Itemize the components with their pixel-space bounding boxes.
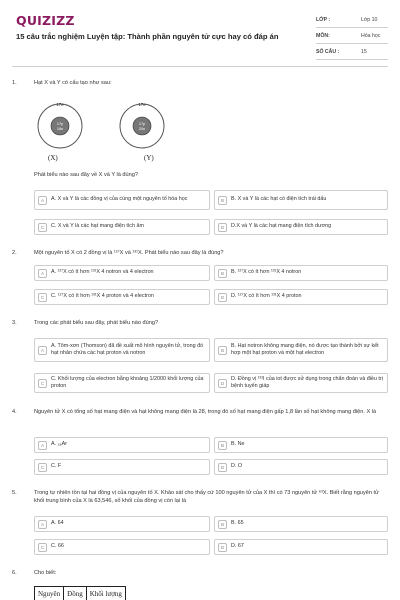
option-text: A. Tôm-xơn (Thomson) đã đề xuất mô hình nguyên tử, trong đó hạt nhân chứa các hạt proton và notron: [51, 342, 204, 356]
question-number: 3.: [12, 320, 17, 326]
atom-y-neutron-label: 20n: [138, 127, 146, 131]
meta-row-subject: [316, 28, 388, 44]
atom-y-proton-label: 17p: [138, 122, 146, 126]
option-letter: C: [38, 379, 47, 388]
option-letter: C: [38, 223, 47, 232]
atom-x-caption: (X): [48, 154, 58, 162]
option-text: B. ¹²⁷X có ít hơn ¹³¹X 4 notron: [231, 269, 302, 276]
option-letter: B: [218, 441, 227, 450]
answer-option[interactable]: [214, 289, 388, 305]
meta-value: Lớp 10: [361, 16, 378, 23]
atom-y-nucleus: [133, 117, 151, 135]
data-table: [34, 586, 126, 600]
meta-key: LỚP :: [316, 16, 331, 23]
question-text: Hạt X và Y có cấu tạo như sau:: [34, 80, 112, 86]
option-text: A. X và Y là các đồng vị của cùng một nguyên tố hóa học: [51, 196, 188, 203]
meta-row-count: [316, 44, 388, 60]
option-letter: A: [38, 520, 47, 529]
option-text: A. ¹²⁷X có ít hơn ¹³¹X 4 notron và 4 electron: [51, 269, 154, 276]
answer-option[interactable]: [34, 437, 210, 453]
question-subtext: Phát biểu nào sau đây về X và Y là đúng?: [34, 172, 138, 178]
answer-option[interactable]: [214, 373, 388, 393]
option-letter: A: [38, 196, 47, 205]
atom-y-shell-label: 17e: [138, 102, 146, 107]
meta-row-class: [316, 12, 388, 28]
option-text: B. 65: [231, 520, 244, 527]
answer-option[interactable]: [214, 338, 388, 362]
atom-y-caption: (Y): [144, 154, 154, 162]
option-text: B. Hạt notron không mang điện, nó được tạo thành bởi sự kết hợp một hạt proton và một hạt electron: [231, 342, 379, 356]
answer-option[interactable]: [34, 459, 210, 475]
answer-option[interactable]: [214, 539, 388, 555]
option-text: A. ₁₈Ar: [51, 441, 68, 448]
option-text: C. Khối lượng của electron bằng khoảng 1/2000 khối lượng của proton: [51, 375, 204, 389]
answer-option[interactable]: [214, 265, 388, 281]
option-text: B. Ne: [231, 441, 245, 448]
question-text: Một nguyên tố X có 2 đồng vị là ¹²⁷X và ¹³¹X. Phát biểu nào sau đây là đúng?: [34, 250, 224, 256]
question-text: Trong các phát biểu sau đây, phát biểu nào đúng?: [34, 320, 159, 326]
question-number: 4.: [12, 409, 17, 415]
atom-x-neutron-label: 18n: [56, 127, 64, 131]
answer-option[interactable]: [214, 219, 388, 235]
option-letter: B: [218, 520, 227, 529]
option-letter: C: [38, 543, 47, 552]
worksheet-title: 15 câu trắc nghiệm Luyện tập: Thành phần nguyên tử cực hay có đáp án: [16, 32, 279, 41]
option-letter: D: [218, 379, 227, 388]
meta-key: SỐ CÂU :: [316, 48, 340, 55]
option-letter: A: [38, 441, 47, 450]
table-header-cell: Đồng: [64, 587, 87, 600]
option-letter: D: [218, 293, 227, 302]
option-letter: C: [38, 293, 47, 302]
option-letter: D: [218, 463, 227, 472]
meta-key: MÔN:: [316, 32, 330, 39]
option-text: B. X và Y là các hạt có điện tích trái dấu: [231, 196, 327, 203]
answer-option[interactable]: [34, 289, 210, 305]
option-letter: B: [218, 346, 227, 355]
option-text: D. ¹²⁷X có ít hơn ¹³¹X 4 proton: [231, 293, 302, 300]
option-letter: C: [38, 463, 47, 472]
option-letter: A: [38, 346, 47, 355]
header-divider: [12, 66, 388, 67]
answer-option[interactable]: [34, 190, 210, 210]
answer-option[interactable]: [214, 437, 388, 453]
option-text: C. 66: [51, 543, 64, 550]
meta-box: [316, 12, 388, 60]
answer-option[interactable]: [34, 338, 210, 362]
question-number: 5.: [12, 490, 17, 496]
answer-option[interactable]: [34, 539, 210, 555]
question-number: 6.: [12, 570, 17, 576]
atom-x-nucleus: [51, 117, 69, 135]
meta-value: Hóa học: [361, 32, 381, 39]
option-letter: D: [218, 543, 227, 552]
table-row: [35, 587, 126, 600]
table-header-cell: Khối lượng: [86, 587, 125, 600]
table-header-cell: Nguyên: [35, 587, 64, 600]
answer-option[interactable]: [214, 459, 388, 475]
atom-x-shell-label: 17e: [56, 102, 64, 107]
answer-option[interactable]: [34, 516, 210, 532]
quizizz-logo: QUIZIZZ: [16, 13, 75, 28]
option-letter: B: [218, 196, 227, 205]
option-text: C. F: [51, 463, 62, 470]
question-number: 2.: [12, 250, 17, 256]
option-text: D. Đồng vị ¹³¹I của iot được sử dụng trong chẩn đoán và điều trị bệnh tuyến giáp: [231, 375, 383, 389]
option-text: D. 67: [231, 543, 244, 550]
answer-option[interactable]: [34, 219, 210, 235]
question-text: Nguyên tử X có tổng số hạt mang điện và hạt không mang điện là 28, trong đó số hạt mang điện gấp 1,8 lần số hạt không mang điện. X là: [34, 409, 377, 415]
answer-option[interactable]: [34, 373, 210, 393]
option-text: C. ¹²⁷X có ít hơn ¹³¹X 4 proton và 4 electron: [51, 293, 154, 300]
answer-option[interactable]: [214, 190, 388, 210]
option-text: D. O: [231, 463, 243, 470]
option-letter: D: [218, 223, 227, 232]
option-text: D.X và Y là các hạt mang điện tích dương: [231, 223, 332, 230]
option-letter: A: [38, 269, 47, 278]
option-text: A. 64: [51, 520, 64, 527]
option-text: C. X và Y là các hạt mang điện tích âm: [51, 223, 144, 230]
option-letter: B: [218, 269, 227, 278]
meta-value: 15: [361, 48, 367, 55]
answer-option[interactable]: [34, 265, 210, 281]
question-number: 1.: [12, 80, 17, 86]
answer-option[interactable]: [214, 516, 388, 532]
question-text: Cho biết:: [34, 570, 57, 576]
question-text: Trong tự nhiên tồn tại hai đồng vị của nguyên tố X. Khảo sát cho thấy cứ 100 nguyên tử của X thì có 73 nguyên tử ⁶³X. Biết rằng nguyên tử khối trung bình của X là 63,546, số khối của đồng vị còn lại là: [34, 490, 379, 504]
atom-x-proton-label: 17p: [56, 122, 64, 126]
